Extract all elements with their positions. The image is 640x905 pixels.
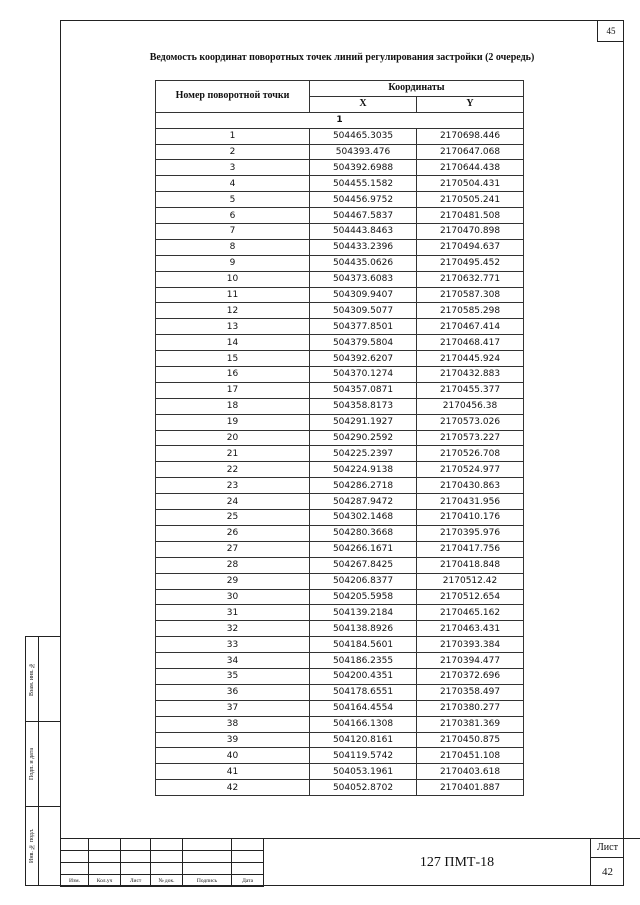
cell-point-number: 2 — [156, 144, 310, 160]
cell-y: 2170456.38 — [417, 398, 524, 414]
cell-x: 504205.5958 — [310, 589, 417, 605]
cell-point-number: 16 — [156, 367, 310, 383]
table-row — [156, 430, 524, 446]
table-row — [156, 621, 524, 637]
cell-x: 504309.9407 — [310, 287, 417, 303]
table-row — [156, 700, 524, 716]
cell-point-number: 13 — [156, 319, 310, 335]
table-row — [156, 239, 524, 255]
cell-point-number: 9 — [156, 255, 310, 271]
cell-x: 504184.5601 — [310, 637, 417, 653]
table-row — [156, 732, 524, 748]
table-row — [156, 494, 524, 510]
table-row — [156, 573, 524, 589]
cell-point-number: 34 — [156, 653, 310, 669]
cell-y: 2170451.108 — [417, 748, 524, 764]
cell-y: 2170495.452 — [417, 255, 524, 271]
cell-y: 2170467.414 — [417, 319, 524, 335]
cell-y: 2170381.369 — [417, 716, 524, 732]
table-row — [156, 780, 524, 796]
table-row — [156, 128, 524, 144]
stamp-col-list: Лист — [121, 875, 151, 887]
cell-x: 504467.5837 — [310, 208, 417, 224]
cell-point-number: 26 — [156, 525, 310, 541]
cell-x: 504290.2592 — [310, 430, 417, 446]
table-row — [156, 684, 524, 700]
side-label-inv-podl: Инв. № подл. — [29, 828, 35, 864]
cell-y: 2170418.848 — [417, 557, 524, 573]
cell-y: 2170632.771 — [417, 271, 524, 287]
cell-x: 504456.9752 — [310, 192, 417, 208]
cell-y: 2170524.977 — [417, 462, 524, 478]
cell-x: 504373.6083 — [310, 271, 417, 287]
title-block — [60, 838, 624, 886]
table-row — [156, 271, 524, 287]
cell-y: 2170647.068 — [417, 144, 524, 160]
cell-x: 504443.8463 — [310, 224, 417, 240]
cell-x: 504291.1927 — [310, 414, 417, 430]
cell-y: 2170393.384 — [417, 637, 524, 653]
cell-point-number: 31 — [156, 605, 310, 621]
cell-point-number: 7 — [156, 224, 310, 240]
table-row — [156, 653, 524, 669]
cell-point-number: 5 — [156, 192, 310, 208]
sheet-number: 42 — [602, 866, 613, 878]
cell-y: 2170481.508 — [417, 208, 524, 224]
cell-x: 504225.2397 — [310, 446, 417, 462]
cell-x: 504138.8926 — [310, 621, 417, 637]
sheet-box — [590, 838, 624, 886]
cell-x: 504166.1308 — [310, 716, 417, 732]
cell-point-number: 32 — [156, 621, 310, 637]
cell-point-number: 35 — [156, 668, 310, 684]
cell-point-number: 39 — [156, 732, 310, 748]
table-row — [156, 319, 524, 335]
cell-point-number: 22 — [156, 462, 310, 478]
cell-y: 2170403.618 — [417, 764, 524, 780]
cell-point-number: 20 — [156, 430, 310, 446]
table-row — [156, 176, 524, 192]
cell-y: 2170463.431 — [417, 621, 524, 637]
stamp-grid — [60, 838, 264, 887]
cell-y: 2170432.883 — [417, 367, 524, 383]
side-value-column — [38, 636, 61, 886]
table-row — [156, 525, 524, 541]
stamp-col-doc: № док. — [151, 875, 183, 887]
table-row — [156, 160, 524, 176]
cell-point-number: 3 — [156, 160, 310, 176]
cell-point-number: 8 — [156, 239, 310, 255]
cell-y: 2170380.277 — [417, 700, 524, 716]
cell-y: 2170494.637 — [417, 239, 524, 255]
table-row — [156, 764, 524, 780]
table-row — [156, 303, 524, 319]
cell-point-number: 21 — [156, 446, 310, 462]
cell-x: 504379.5804 — [310, 335, 417, 351]
cell-point-number: 36 — [156, 684, 310, 700]
table-row — [156, 446, 524, 462]
cell-y: 2170512.42 — [417, 573, 524, 589]
table-row — [156, 478, 524, 494]
stamp-col-signature: Подпись — [182, 875, 231, 887]
cell-point-number: 38 — [156, 716, 310, 732]
table-row — [156, 668, 524, 684]
cell-x: 504287.9472 — [310, 494, 417, 510]
table-row — [156, 462, 524, 478]
cell-x: 504266.1671 — [310, 541, 417, 557]
cell-x: 504280.3668 — [310, 525, 417, 541]
cell-x: 504053.1961 — [310, 764, 417, 780]
cell-x: 504377.8501 — [310, 319, 417, 335]
cell-y: 2170512.654 — [417, 589, 524, 605]
table-row — [156, 557, 524, 573]
cell-y: 2170358.497 — [417, 684, 524, 700]
cell-x: 504224.9138 — [310, 462, 417, 478]
cell-y: 2170445.924 — [417, 351, 524, 367]
cell-x: 504052.8702 — [310, 780, 417, 796]
header-coordinates: Координаты — [310, 81, 524, 97]
table-row — [156, 224, 524, 240]
cell-y: 2170644.438 — [417, 160, 524, 176]
table-row — [156, 748, 524, 764]
cell-point-number: 33 — [156, 637, 310, 653]
cell-y: 2170585.298 — [417, 303, 524, 319]
cell-y: 2170455.377 — [417, 382, 524, 398]
cell-point-number: 30 — [156, 589, 310, 605]
cell-point-number: 14 — [156, 335, 310, 351]
cell-x: 504286.2718 — [310, 478, 417, 494]
side-label-podp-data: Подп. и дата — [29, 747, 35, 780]
header-point-number: Номер поворотной точки — [156, 81, 310, 113]
coordinates-table — [155, 80, 524, 796]
cell-point-number: 10 — [156, 271, 310, 287]
table-row — [156, 367, 524, 383]
table-row — [156, 382, 524, 398]
cell-y: 2170401.887 — [417, 780, 524, 796]
table-row — [156, 589, 524, 605]
cell-y: 2170573.026 — [417, 414, 524, 430]
cell-point-number: 15 — [156, 351, 310, 367]
table-row — [156, 637, 524, 653]
table-row — [156, 192, 524, 208]
cell-point-number: 4 — [156, 176, 310, 192]
cell-y: 2170505.241 — [417, 192, 524, 208]
table-row — [156, 414, 524, 430]
cell-point-number: 11 — [156, 287, 310, 303]
cell-y: 2170372.696 — [417, 668, 524, 684]
cell-y: 2170410.176 — [417, 510, 524, 526]
cell-point-number: 41 — [156, 764, 310, 780]
table-row — [156, 398, 524, 414]
cell-x: 504392.6988 — [310, 160, 417, 176]
cell-x: 504393.476 — [310, 144, 417, 160]
cell-x: 504200.4351 — [310, 668, 417, 684]
table-row — [156, 351, 524, 367]
stamp-col-kol-uch: Кол.уч — [89, 875, 121, 887]
table-row — [156, 335, 524, 351]
stamp-col-date: Дата — [232, 875, 264, 887]
cell-point-number: 6 — [156, 208, 310, 224]
table-row — [156, 144, 524, 160]
side-strip — [25, 636, 61, 886]
cell-point-number: 24 — [156, 494, 310, 510]
cell-x: 504358.8173 — [310, 398, 417, 414]
stamp-col-izm: Изм. — [61, 875, 89, 887]
cell-y: 2170431.956 — [417, 494, 524, 510]
cell-y: 2170465.162 — [417, 605, 524, 621]
cell-point-number: 27 — [156, 541, 310, 557]
cell-x: 504370.1274 — [310, 367, 417, 383]
cell-x: 504119.5742 — [310, 748, 417, 764]
document-code: 127 ПМТ-18 — [264, 838, 640, 886]
cell-point-number: 17 — [156, 382, 310, 398]
cell-y: 2170417.756 — [417, 541, 524, 557]
cell-y: 2170526.708 — [417, 446, 524, 462]
cell-x: 504139.2184 — [310, 605, 417, 621]
cell-x: 504186.2355 — [310, 653, 417, 669]
cell-point-number: 12 — [156, 303, 310, 319]
cell-point-number: 37 — [156, 700, 310, 716]
cell-x: 504164.4554 — [310, 700, 417, 716]
cell-x: 504455.1582 — [310, 176, 417, 192]
cell-y: 2170395.976 — [417, 525, 524, 541]
cell-y: 2170394.477 — [417, 653, 524, 669]
cell-y: 2170430.863 — [417, 478, 524, 494]
page-number: 45 — [597, 20, 624, 42]
group-row: 1 — [156, 112, 524, 128]
cell-x: 504267.8425 — [310, 557, 417, 573]
table-row — [156, 287, 524, 303]
cell-point-number: 18 — [156, 398, 310, 414]
cell-x: 504302.1468 — [310, 510, 417, 526]
cell-point-number: 28 — [156, 557, 310, 573]
cell-point-number: 19 — [156, 414, 310, 430]
table-row — [156, 716, 524, 732]
cell-point-number: 40 — [156, 748, 310, 764]
cell-x: 504309.5077 — [310, 303, 417, 319]
cell-x: 504465.3035 — [310, 128, 417, 144]
header-x: X — [310, 96, 417, 112]
cell-point-number: 42 — [156, 780, 310, 796]
cell-y: 2170504.431 — [417, 176, 524, 192]
cell-y: 2170698.446 — [417, 128, 524, 144]
cell-y: 2170450.875 — [417, 732, 524, 748]
cell-point-number: 1 — [156, 128, 310, 144]
header-y: Y — [417, 96, 524, 112]
cell-x: 504392.6207 — [310, 351, 417, 367]
cell-y: 2170573.227 — [417, 430, 524, 446]
cell-x: 504206.8377 — [310, 573, 417, 589]
cell-x: 504357.0871 — [310, 382, 417, 398]
cell-x: 504435.0626 — [310, 255, 417, 271]
sheet-label: Лист — [591, 838, 624, 858]
cell-point-number: 25 — [156, 510, 310, 526]
document-title: Ведомость координат поворотных точек линий регулирования застройки (2 очередь) — [149, 52, 535, 63]
cell-y: 2170470.898 — [417, 224, 524, 240]
cell-y: 2170587.308 — [417, 287, 524, 303]
cell-x: 504178.6551 — [310, 684, 417, 700]
cell-point-number: 29 — [156, 573, 310, 589]
cell-y: 2170468.417 — [417, 335, 524, 351]
side-label-inv-vzam: Взам. инв. № — [29, 661, 35, 696]
table-row — [156, 605, 524, 621]
cell-x: 504433.2396 — [310, 239, 417, 255]
table-row — [156, 208, 524, 224]
table-row — [156, 510, 524, 526]
table-row — [156, 541, 524, 557]
cell-point-number: 23 — [156, 478, 310, 494]
cell-x: 504120.8161 — [310, 732, 417, 748]
table-row — [156, 255, 524, 271]
